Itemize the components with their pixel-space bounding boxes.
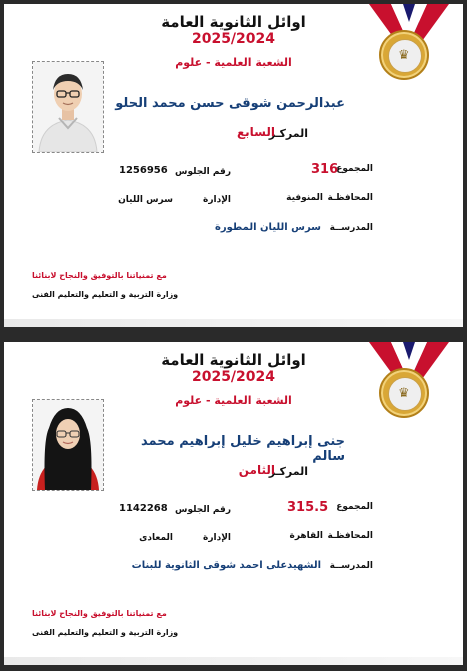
rank-value: الثامن bbox=[238, 463, 275, 477]
total-value: 316 bbox=[311, 162, 339, 177]
division-label: الشعبة العلمية - علوم bbox=[175, 394, 292, 407]
student-photo bbox=[32, 61, 104, 153]
governorate-value: القاهرة bbox=[289, 531, 323, 541]
administration-label: الإدارة bbox=[203, 533, 231, 543]
total-label: المجموع bbox=[336, 164, 373, 174]
division-label: الشعبة العلمية - علوم bbox=[175, 56, 292, 69]
total-value: 315.5 bbox=[287, 500, 329, 515]
student-name: جنى إبراهيم خليل إبراهيم محمد سالم bbox=[141, 434, 345, 464]
ministry-name: وزارة التربية و التعليم والتعليم الفنى bbox=[32, 628, 179, 637]
result-card bbox=[4, 4, 463, 327]
page-title: اوائل الثانوية العامة bbox=[161, 13, 306, 31]
student-name: عبدالرحمن شوقى حسن محمد الحلو bbox=[115, 96, 345, 111]
seat-number-label: رقم الجلوس bbox=[175, 167, 231, 177]
school-value: سرس الليان المطورة bbox=[214, 222, 321, 233]
bottom-strip bbox=[4, 319, 463, 327]
governorate-label: المحافظـة bbox=[327, 193, 373, 203]
ministry-seal-icon: ♛ bbox=[379, 30, 429, 80]
wishes-text: مع تمنياتنا بالتوفيق والنجاح لابنائنا bbox=[32, 609, 167, 618]
rank-value: السابع bbox=[236, 125, 275, 139]
academic-year: 2025/2024 bbox=[191, 31, 276, 47]
governorate-label: المحافظـة bbox=[327, 531, 373, 541]
rank-label: المركـز bbox=[268, 127, 308, 140]
school-label: المدرســة bbox=[329, 223, 373, 233]
result-card bbox=[4, 342, 463, 665]
page-title: اوائل الثانوية العامة bbox=[161, 351, 306, 369]
administration-label: الإدارة bbox=[203, 195, 231, 205]
ministry-seal-icon: ♛ bbox=[379, 368, 429, 418]
ministry-name: وزارة التربية و التعليم والتعليم الفنى bbox=[32, 290, 179, 299]
academic-year: 2025/2024 bbox=[191, 369, 276, 385]
school-label: المدرســة bbox=[329, 561, 373, 571]
school-value: الشهيدعلى احمد شوقى الثانوية للبنات bbox=[131, 560, 321, 571]
administration-value: المعادى bbox=[139, 533, 173, 543]
seat-number-value: 1142268 bbox=[119, 503, 168, 514]
bottom-strip bbox=[4, 657, 463, 665]
seat-number-value: 1256956 bbox=[119, 165, 168, 176]
rank-label: المركـز bbox=[268, 465, 308, 478]
seat-number-label: رقم الجلوس bbox=[175, 505, 231, 515]
total-label: المجموع bbox=[336, 502, 373, 512]
wishes-text: مع تمنياتنا بالتوفيق والنجاح لابنائنا bbox=[32, 271, 167, 280]
administration-value: سرس الليان bbox=[118, 195, 173, 205]
student-photo bbox=[32, 399, 104, 491]
governorate-value: المنوفية bbox=[286, 193, 323, 203]
